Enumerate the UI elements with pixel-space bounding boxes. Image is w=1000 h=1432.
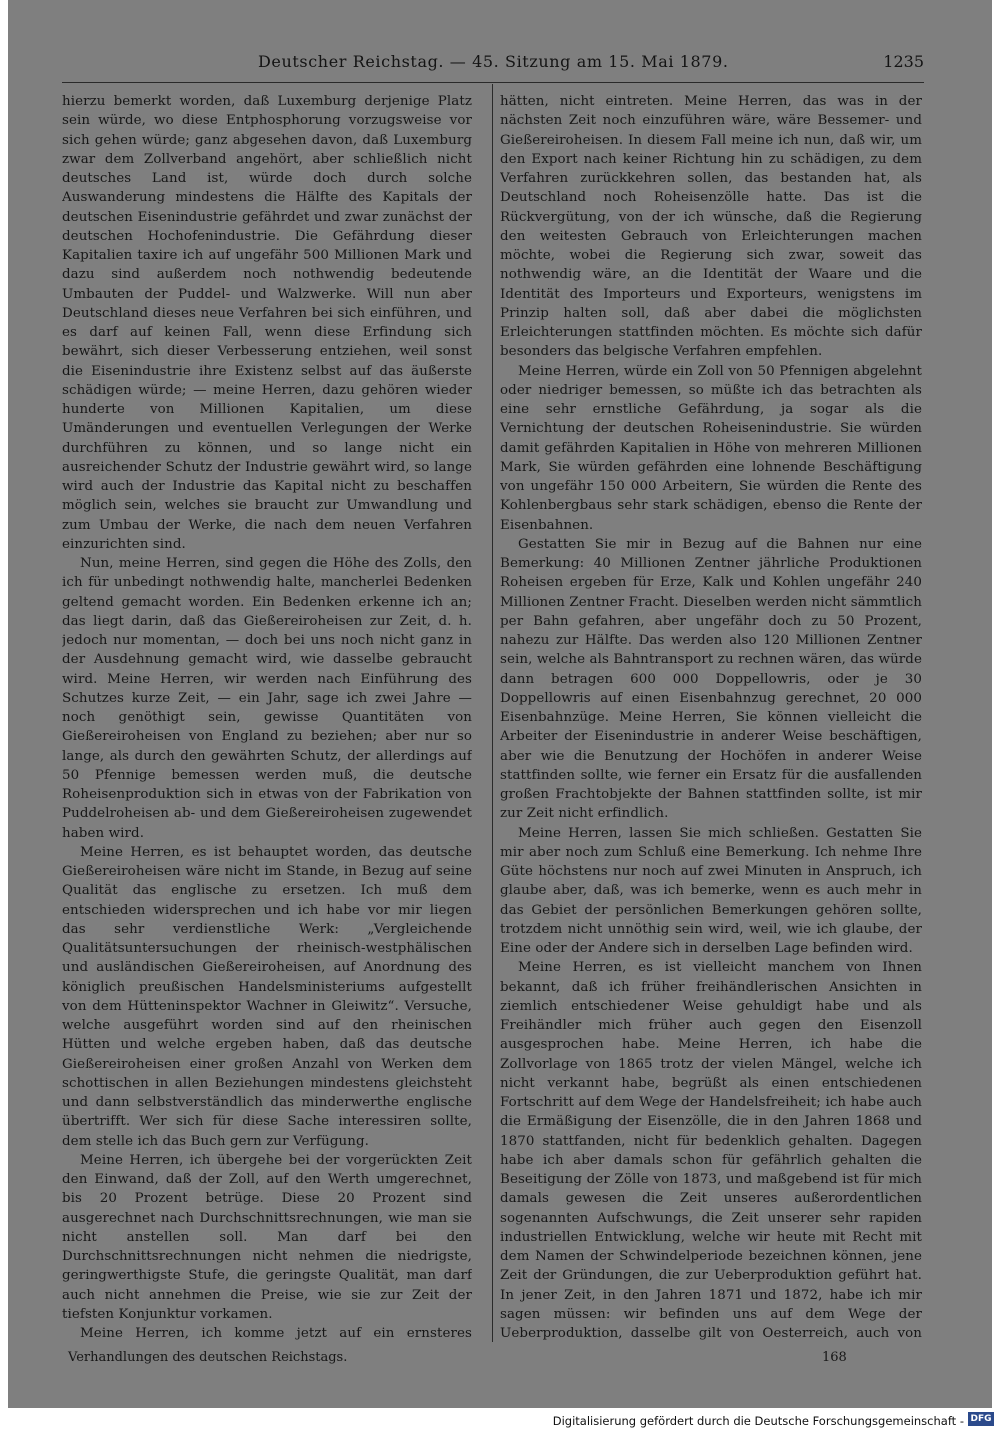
digitization-credit: Digitalisierung gefördert durch die Deutsche Forschungsgemeinschaft -	[552, 1414, 964, 1428]
paragraph: Gestatten Sie mir in Bezug auf die Bahnen nur eine Bemerkung: 40 Millionen Zentner jährliche Produktionen Roheisen ergeben für Erze, Kalk und Kohlen ungefähr 240 Millionen Zentner Fracht. Dieselben werden nicht sämmtlich per Bahn gefahren, aber ungefähr doch zu 50 Prozent, nahezu zur Hälfte. Das werden also 120 Millionen Zentner sein, welche als Bahntransport zu rechnen wären, das würde dann betragen 600 000 Doppellowris, oder je 30 Doppellowris auf einen Eisenbahnzug gerechnet, 20 000 Eisenbahnzüge. Meine Herren, Sie können vielleicht die Arbeiter der Eisenindustrie in anderer Weise beschäftigen, aber wie die Benutzung der Hochöfen in anderer Weise stattfinden sollte, wie ferner ein Ersatz für die ausfallenden großen Frachtobjekte der Bahnen stattfinden sollte, ist mir zur Zeit nicht erfindlich.	[500, 536, 922, 822]
paragraph: Nun, meine Herren, sind gegen die Höhe des Zolls, den ich für unbedingt nothwendig halte, mancherlei Bedenken geltend gemacht worden. Ein Bedenken erkenne ich an; das liegt darin, daß das Gießereiroheisen zur Zeit, d. h. jedoch nur momentan, — doch bei uns noch nicht ganz in der Ausdehnung gemacht wird, wie dasselbe gebraucht wird. Meine Herren, wir werden nach Einführung des Schutzes kurze Zeit, — ein Jahr, sage ich zwei Jahre — noch genöthigt sein, gewisse Quantitäten von Gießereiroheisen von England zu beziehen; aber nur so lange, als durch den gewährten Schutz, der allerdings auf 50 Pfennige bemessen werden muß, die deutsche Roheisenproduktion sich in etwas von der Fabrikation von Puddelroheisen ab- und dem Gießereiroheisen zugewendet haben wird.	[62, 556, 472, 841]
left-column	[62, 92, 472, 1342]
paragraph: Meine Herren, würde ein Zoll von 50 Pfennigen abgelehnt oder niedriger bemessen, so müßte ich das betrachten als eine sehr ernstliche Gefährdung, ja sogar als die Vernichtung der deutschen Roheisenindustrie. Sie würden damit gefährden Kapitalien in Höhe von mehreren Millionen Mark, Sie würden gefährden eine lohnende Beschäftigung von ungefähr 150 000 Arbeitern, Sie würden die Rente des Kohlenbergbaus sehr stark schädigen, ebenso die Rente der Eisenbahnen.	[500, 363, 922, 533]
paragraph: Meine Herren, es ist behauptet worden, das deutsche Gießereiroheisen wäre nicht im Stande, in Bezug auf seine Qualität das englische zu ersetzen. Ich muß dem entschieden widersprechen und ich habe vor mir liegen das sehr verdienstliche Werk: „Vergleichende Qualitätsuntersuchungen der rheinisch-westphälischen und ausländischen Gießereiroheisen, auf Anordnung des königlich preußischen Handelsministeriums aufgestellt von dem Hütteninspektor Wachner in Gleiwitz“. Versuche, welche ausgeführt worden sind auf den rheinischen Hütten und welche ergeben haben, daß das deutsche Gießereiroheisen einer großen Anzahl von Werken dem schottischen in allen Beziehungen mindestens gleichsteht und dann selbstverständlich das minderwerthe englische übertrifft. Wer sich für diese Sache interessiren sollte, dem stelle ich das Buch gern zur Verfügung.	[62, 844, 472, 1149]
sheet-number: 168	[822, 1350, 847, 1365]
paragraph: hierzu bemerkt worden, daß Luxemburg derjenige Platz sein würde, wo diese Entphosphorung vorzugsweise vor sich gehen würde; ganz abgesehen davon, daß Luxemburg zwar dem Zollverband angehört, aber schließlich nicht deutsches Land ist, würde doch durch solche Auswanderung mindestens die Hälfte des Kapitals der deutschen Eisenindustrie gefährdet und zwar zunächst der deutschen Hochofenindustrie. Die Gefährdung dieser Kapitalien taxire ich auf ungefähr 500 Millionen Mark und dazu sind außerdem noch nothwendig bedeutende Umbauten der Puddel- und Walzwerke. Will nun aber Deutschland dieses neue Verfahren bei sich einführen, und es darf auf keinen Fall, wenn diese Erfindung sich bewährt, sich dieser Verbesserung entziehen, weil sonst die Eisenindustrie ihre Existenz selbst auf das äußerste schädigen würde; — meine Herren, dazu gehören wieder hunderte von Millionen Kapitalien, um diese Umänderungen und eventuellen Verlegungen der Werke durchführen zu können, und so lange nicht ein ausreichender Schutz der Industrie gewährt wird, so lange wird auch der Industrie das Kapital nicht zu beschaffen möglich sein, welches sie braucht zur Umwandlung und zum Umbau der Werke, die nach dem neuen Verfahren einzurichten sind.	[62, 94, 472, 552]
right-column	[500, 92, 922, 1342]
header-rule	[62, 82, 924, 83]
page-number: 1235	[883, 52, 924, 71]
paragraph: Meine Herren, ich komme jetzt auf ein ernsteres	[80, 1326, 472, 1341]
paragraph: Meine Herren, ich übergehe bei der vorgerückten Zeit den Einwand, daß der Zoll, auf den Werth umgerechnet, bis 20 Prozent betrüge. Diese 20 Prozent sind ausgerechnet nach Durchschnittsrechnungen, wie man sie nicht anstellen soll. Man darf bei den Durchschnittsrechnungen nicht nehmen die niedrigste, geringwerthigste Stufe, die geringste Qualität, man darf auch nicht annehmen die Preise, wie sie zur Zeit der tiefsten Konjunktur vorkamen.	[62, 1152, 472, 1322]
footer-note: Verhandlungen des deutschen Reichstags.	[68, 1350, 348, 1365]
column-divider	[492, 84, 493, 1342]
dfg-logo: DFG	[968, 1412, 994, 1426]
running-head: Deutscher Reichstag. — 45. Sitzung am 15. Mai 1879.	[258, 52, 729, 71]
scanned-page	[8, 0, 992, 1408]
paragraph: Meine Herren, lassen Sie mich schließen. Gestatten Sie mir aber noch zum Schluß eine Bemerkung. Ich nehme Ihre Güte höchstens nur noch auf zwei Minuten in Anspruch, ich glaube aber, daß, was ich bemerke, wenn es auch mehr in das Gebiet der persönlichen Bemerkungen gehören sollte, trotzdem nicht unnöthig sein wird, weil, wie ich glaube, der Eine oder der Andere sich in derselben Lage befinden wird.	[500, 825, 922, 956]
paragraph: hätten, nicht eintreten. Meine Herren, das was in der nächsten Zeit noch einzuführen wäre, wäre Bessemer- und Gießereiroheisen. In diesem Fall meine ich nun, daß wir, um den Export nach keiner Richtung hin zu schädigen, zu dem Verfahren zurückkehren sollen, das bestanden hat, als Deutschland noch Roheisenzölle hatte. Das ist die Rückvergütung, von der ich wünsche, daß die Regierung den weitesten Gebrauch von Erleichterungen machen möchte, wobei die Regierung sich zwar, soweit das nothwendig wäre, an die Identität der Waare und die Identität des Importeurs und Exporteurs, wenigstens im Prinzip halten soll, daß aber dabei die möglichsten Erleichterungen stattfinden möchten. Es möchte sich dafür besonders das belgische Verfahren empfehlen.	[500, 94, 922, 360]
paragraph: Meine Herren, es ist vielleicht manchem von Ihnen bekannt, daß ich früher freihändlerischen Ansichten in ziemlich entschiedener Weise gehuldigt habe und als Freihändler mich früher auch gegen den Eisenzoll ausgesprochen habe. Meine Herren, ich habe die Zollvorlage von 1865 trotz der vielen Mängel, welche ich nicht verkannt habe, begrüßt als einen entschiedenen Fortschritt auf dem Wege der Handelsfreiheit; ich habe auch die Ermäßigung der Eisenzölle, die in den Jahren 1868 und 1870 stattfanden, nicht für bedenklich gehalten. Dagegen habe ich aber damals schon für gefährlich gehalten die Beseitigung der Zölle von 1873, und maßgebend ist für mich damals gewesen die Zeit unseres außerordentlichen sogenannten Aufschwungs, die Zeit unserer sehr rapiden industriellen Entwicklung, welche wir heute mit Recht mit dem Namen der Schwindelperiode bezeichnen können, jene Zeit der Gründungen, die zur Ueberproduktion geführt hat. In jener Zeit, in den Jahren 1871 und 1872, habe ich mir sagen müssen: wir befinden uns auf dem Wege der Ueberproduktion, dasselbe gilt von Oesterreich, auch von	[500, 960, 922, 1341]
page-header	[8, 52, 992, 74]
